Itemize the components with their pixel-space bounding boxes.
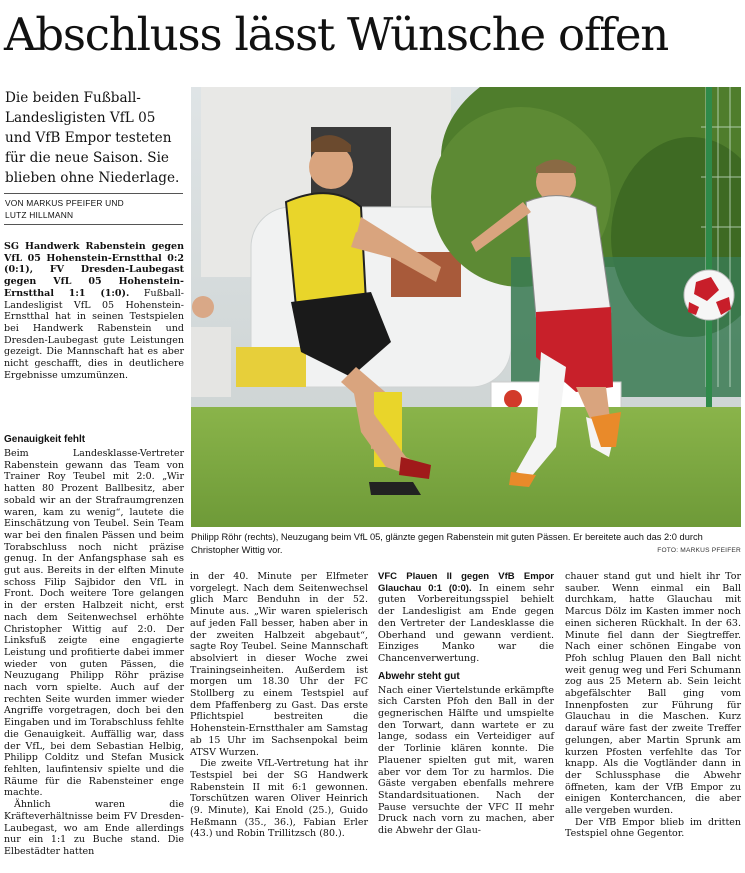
divider	[4, 193, 183, 194]
result-line: VFC Plauen II gegen VfB Empor Glauchau 0:1 (0:0).	[378, 571, 554, 594]
article-column-2	[190, 571, 368, 840]
paragraph: Der VfB Empor blieb im dritten Testspiel ohne Gegentor.	[565, 816, 741, 840]
deck: Die beiden Fußball-Landesligisten VfL 05 und VfB Empor testeten für die neue Saison. Sie blieben ohne Niederlage.	[5, 90, 180, 186]
match-photo	[191, 87, 741, 527]
paragraph: In einem sehr guten Vorbereitungsspiel behielt der Landesligist am Ende gegen den Vertreter der Landesklasse die Oberhand und gewann verdient. Einziges Manko war die Chancenverwertung.	[378, 582, 554, 664]
byline-line-1: VON MARKUS PFEIFER UND	[5, 198, 124, 208]
paragraph: Nach einer Viertelstunde erkämpfte sich Carsten Pfoh den Ball in der gegnerischen Hälfte und umspielte den Torwart, dann wartete er zu lange, sodass ein Verteidiger auf der Torlinie klären konnte. Die Plauener spielten gut mit, waren aber vor dem Tor zu harmlos. Die Gäste vergaben ebenfalls mehrere Standardsituationen. Nach der Pause versuchte der VFC II mehr Druck nach vorn zu machen, aber die Abwehr der Glau-	[378, 684, 554, 837]
photo-caption: Philipp Röhr (rechts), Neuzugang beim VfL 05, glänzte gegen Rabenstein mit guten Pässen. Er bereitete auch das 2:0 durch Christopher Wittig vor.	[191, 532, 703, 555]
article-column-1	[4, 428, 184, 858]
lead-results: SG Handwerk Rabenstein gegen VfL 05 Hohenstein-Ernstthal 0:2 (0:1), FV Dresden-Laubegast gegen VfL 05 Hohenstein-Ernstthal 1:1 (1:0).	[4, 241, 184, 299]
photo-credit: FOTO: MARKUS PFEIFER	[657, 547, 741, 554]
paragraph: in der 40. Minute per Elfmeter vorgelegt. Nach dem Seitenwechsel glich Marc Benduhn in der 52. Minute aus. „Wir waren spielerisch auf jeden Fall besser, haben aber in der zweiten Halbzeit abgebaut“, sagte Roy Teubel. Seine Mannschaft absolviert in dieser Woche zwei Trainingseinheiten. Außerdem ist morgen um 18.30 Uhr der FC Stollberg zu einem Testspiel auf dem Pfaffenberg zu Gast. Das erste Pflichtspiel bestreiten die Hohenstein-Ernstthaler am Samstag ab 15 Uhr im Sachsenpokal beim ATSV Wurzen.	[190, 571, 368, 758]
football-photo-illustration	[191, 87, 741, 527]
paragraph: Ähnlich waren die Kräfteverhältnisse beim FV Dresden-Laubegast, wo am Ende allerdings nur ein 1:1 zu Buche stand. Die Elbestädter hatten	[4, 799, 184, 857]
article-column-4	[565, 571, 741, 840]
headline: Abschluss lässt Wünsche offen	[4, 8, 669, 61]
byline-line-2: LUTZ HILLMANN	[5, 209, 74, 220]
article-column-3	[378, 571, 554, 837]
byline	[5, 198, 183, 221]
lead-text: Fußball-Landesligist VfL 05 Hohenstein-Ernstthal hat in seinen Testspielen bei Handwerk Rabenstein und Dresden-Laubegast gute Leistungen gezeigt. Die Mannschaft hat es aber nicht geschafft, dies in deutlichere Ergebnisse umzumünzen.	[4, 287, 184, 381]
subheading: Genauigkeit fehlt	[4, 434, 86, 445]
paragraph: Die zweite VfL-Vertretung hat ihr Testspiel bei der SG Handwerk Rabenstein II mit 6:1 gewonnen. Torschützen waren Oliver Heinrich (9. Minute), Kai Enold (25.), Guido Heßmann (35., 36.), Fabian Erler (43.) und Robin Trillitzsch (80.).	[190, 758, 368, 840]
subheading: Abwehr steht gut	[378, 670, 460, 682]
lead-paragraph	[4, 241, 184, 381]
paragraph: Beim Landesklasse-Vertreter Rabenstein gewann das Team von Trainer Roy Teubel mit 2:0. „Wir hatten 80 Prozent Ballbesitz, aber sobald wir an der Strafraumgrenzen waren, kam zu wenig“, lautete die Einschätzung von Teubel. Sein Team war bei den finalen Pässen und beim Torabschluss noch nicht präzise genug. In der Anfangsphase sah es gut aus. Bereits in der elften Minute schoss Filip Sajbidor den VfL in Front. Doch weitere Tore gelangen in der ersten Halbzeit nicht, erst nach dem Seitenwechsel erhöhte Christopher Wittig auf 2:0. Der Linksfuß zeigte eine engagierte Leistung und profitierte dabei immer wieder von guten Pässen, die Neuzugang Philipp Röhr präzise nach vorn spielte. Auch auf der rechten Seite wurden immer wieder Angriffe vorgetragen, doch bei den Eingaben und im Torabschluss fehlte die Genauigkeit. Auffällig war, dass der VfL, bei dem Sebastian Helbig, Philipp Colditz und Stefan Musick fehlten, laufintensiv spielte und die Räume für die Rabensteiner enge machte.	[4, 448, 184, 799]
paragraph: chauer stand gut und hielt ihr Tor sauber. Wenn einmal ein Ball durchkam, hatte Glauchau mit Marcus Dölz im Kasten immer noch einen sicheren Rückhalt. In der 63. Minute fiel dann der Siegtreffer. Nach einer schönen Eingabe von Pfoh schlug Plauen den Ball nicht weit genug weg und Feri Schumann zog aus 25 Metern ab. Sein leicht abgefälschter Ball ging vom Innenpfosten zur Führung für Glauchau in die Maschen. Kurz darauf wäre fast der zweite Treffer gelungen, aber Martin Sprunk am kurzen Pfosten verfehlte das Tor knapp. Als die Vogtländer dann in der Schlussphase die Abwehr öffneten, kam der VfB Empor zu einigen Konterchancen, die aber alle vergeben wurden.	[565, 571, 741, 817]
divider	[4, 224, 183, 225]
